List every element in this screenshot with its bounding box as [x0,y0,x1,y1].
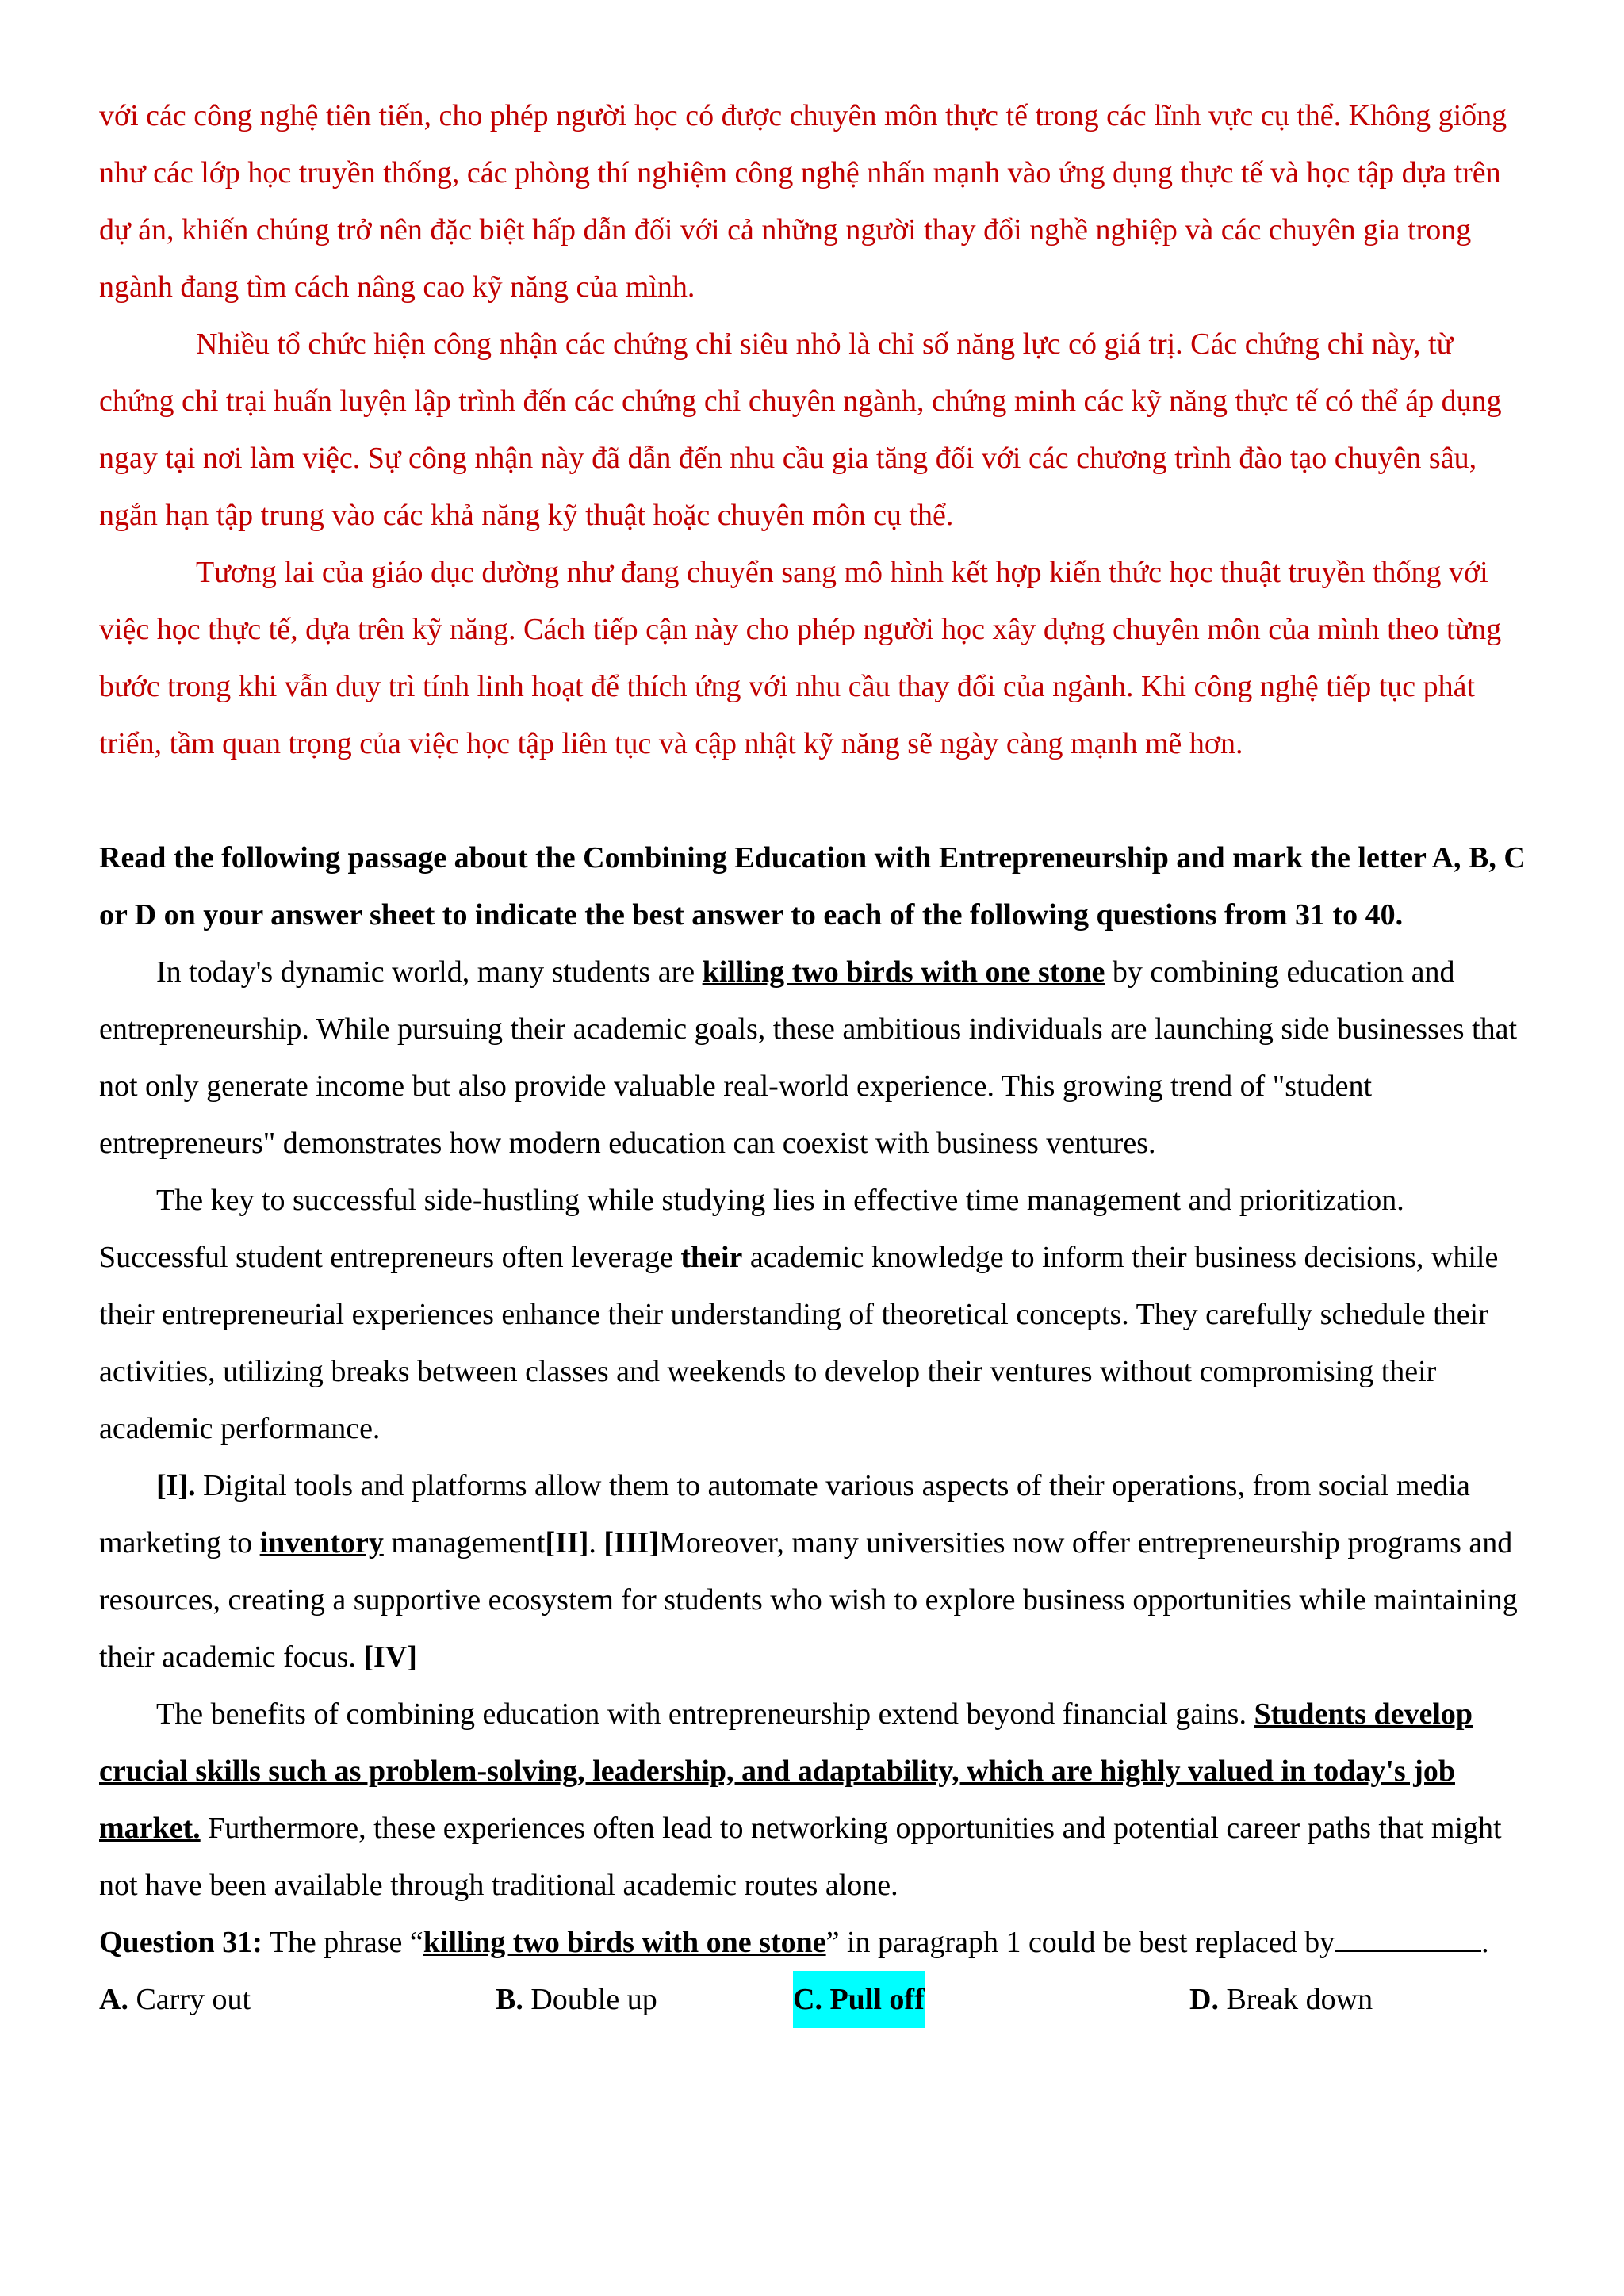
vocab-word-inventory: inventory [259,1526,384,1559]
question-31 [99,1914,1534,2028]
insertion-marker-3: [III] [603,1526,660,1559]
answer-blank [1335,1926,1481,1952]
option-b[interactable]: B. Double up [496,1983,657,2016]
passage-paragraph-2: The key to successful side-hustling while studying lies in effective time management and prioritization. Successful student entrepreneurs often leverage their academic knowledge to inform their business decisions, while their entrepreneurial experiences enhance their understanding of theoretical concepts. They carefully schedule their activities, utilizing breaks between classes and weekends to develop their ventures without compromising their academic performance. [99,1184,1499,1445]
translation-paragraph-2: Nhiều tổ chức hiện công nhận các chứng chỉ siêu nhỏ là chỉ số năng lực có giá trị. Các chứng chỉ này, từ chứng chỉ trại huấn luyện lập trình đến các chứng chỉ chuyên ngành, chứng minh các kỹ năng thực tế có thể áp dụng ngay tại nơi làm việc. Sự công nhận này đã dẫn đến nhu cầu gia tăng đối với các chương trình đào tạo chuyên sâu, ngắn hạn tập trung vào các khả năng kỹ thuật hoặc chuyên môn cụ thể. [99,327,1502,532]
translation-paragraph-3: Tương lai của giáo dục dường như đang chuyển sang mô hình kết hợp kiến thức học thuật truyền thống với việc học thực tế, dựa trên kỹ năng. Cách tiếp cận này cho phép người học xây dựng chuyên môn của mình theo từng bước trong khi vẫn duy trì tính linh hoạt để thích ứng với nhu cầu thay đổi của ngành. Khi công nghệ tiếp tục phát triển, tầm quan trọng của việc học tập liên tục và cập nhật kỹ năng sẽ ngày càng mạnh mẽ hơn. [99,556,1502,760]
reading-passage [99,943,1534,1914]
underlined-sentence: Students develop crucial skills such as problem-solving, leadership, and adaptability, which are highly valued in today's job market. [99,1697,1473,1845]
answer-options [99,1971,1534,2028]
insertion-marker-1: [I]. [156,1469,196,1502]
idiom-phrase: killing two birds with one stone [702,955,1105,989]
insertion-marker-4: [IV] [363,1640,417,1674]
reading-instruction: Read the following passage about the Combining Education with Entrepreneurship and mark the letter A, B, C or D on your answer sheet to indicate the best answer to each of the following questions from 31 to 40. [99,841,1526,932]
passage-paragraph-3: [I]. Digital tools and platforms allow them to automate various aspects of their operations, from social media marketing to inventory management[II]. [III]Moreover, many universities now offer entrepreneurship programs and resources, creating a supportive ecosystem for students who wish to explore business opportunities while maintaining their academic focus. [IV] [99,1469,1518,1674]
question-phrase: killing two birds with one stone [423,1926,826,1959]
passage-paragraph-1: In today's dynamic world, many students are killing two birds with one stone by combining education and entrepreneurship. While pursuing their academic goals, these ambitious individuals are launching side businesses that not only generate income but also provide valuable real-world experience. This growing trend of "student entrepreneurs" demonstrates how modern education can coexist with business ventures. [99,955,1518,1160]
translation-paragraph-1: với các công nghệ tiên tiến, cho phép người học có được chuyên môn thực tế trong các lĩnh vực cụ thể. Không giống như các lớp học truyền thống, các phòng thí nghiệm công nghệ nhấn mạnh vào ứng dụng thực tế và học tập dựa trên dự án, khiến chúng trở nên đặc biệt hấp dẫn đối với cả những người thay đổi nghề nghiệp và các chuyên gia trong ngành đang tìm cách nâng cao kỹ năng của mình. [99,99,1507,304]
reference-word-their: their [680,1241,743,1274]
question-label: Question 31: [99,1926,262,1959]
question-31-stem: Question 31: The phrase “killing two birds with one stone” in paragraph 1 could be best replaced by . [99,1926,1489,1959]
insertion-marker-2: [II] [545,1526,589,1559]
option-d[interactable]: D. Break down [1189,1983,1373,2016]
option-c-highlighted-answer[interactable]: C. Pull off [793,1971,925,2028]
document-page [99,87,1534,2028]
vietnamese-translation [99,87,1534,772]
option-a[interactable]: A. Carry out [99,1983,251,2016]
passage-paragraph-4: The benefits of combining education with entrepreneurship extend beyond financial gains. Students develop crucial skills such as problem-solving, leadership, and adaptability, which are highly valued in today's job market. Furthermore, these experiences often lead to networking opportunities and potential career paths that might not have been available through traditional academic routes alone. [99,1697,1502,1902]
